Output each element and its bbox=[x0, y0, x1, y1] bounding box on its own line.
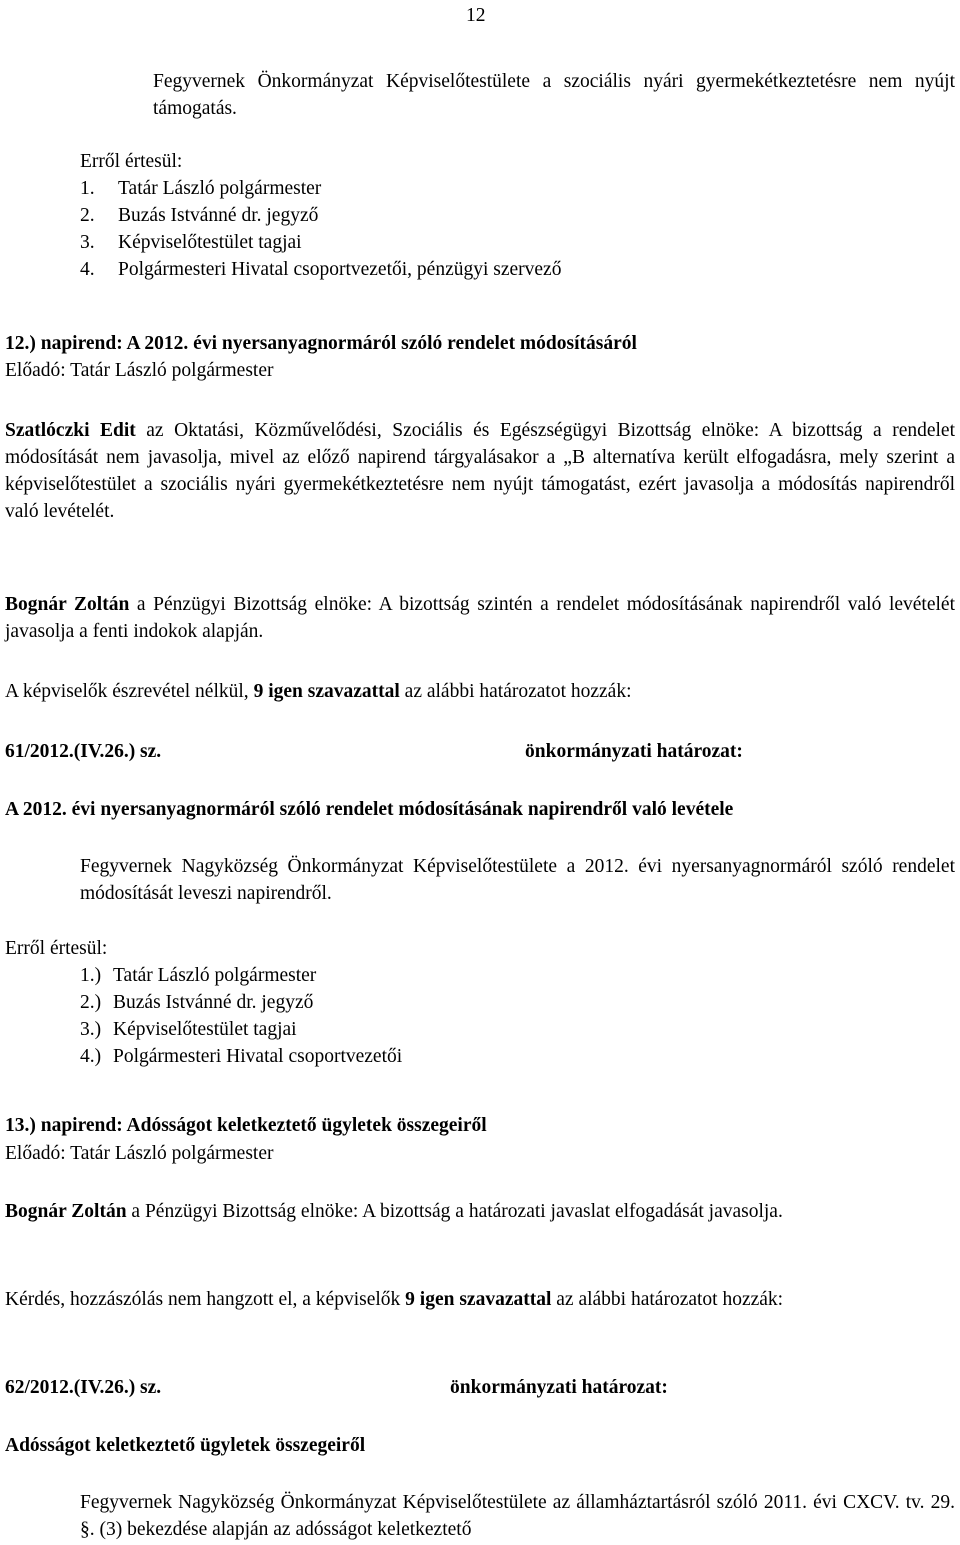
speaker-name: Szatlóczki Edit bbox=[5, 420, 136, 441]
agenda-12-vote: A képviselők észrevétel nélkül, 9 igen szavazattal az alábbi határozatot hozzák: bbox=[5, 681, 632, 702]
list-item: 4.) Polgármesteri Hivatal csoportvezetői bbox=[80, 1046, 403, 1067]
agenda-13-presenter: Előadó: Tatár László polgármester bbox=[5, 1143, 274, 1164]
agenda-13-vote: Kérdés, hozzászólás nem hangzott el, a képviselők 9 igen szavazattal az alábbi határozatot hozzák: bbox=[5, 1289, 784, 1310]
agenda-12-paragraph-2: Bognár Zoltán a Pénzügyi Bizottság elnöke: A bizottság szintén a rendelet módosításának napirendről való levételét javasolja a fenti indokok alapján. bbox=[5, 594, 955, 642]
agenda-12-paragraph-1: Szatlóczki Edit az Oktatási, Közművelődési, Szociális és Egészségügyi Bizottság elnöke: A bizottság a rendelet módosítását nem javasolja, mivel az előző napirend tárgyalásakor a „B alternatíva került elfogadásra, mely szerint a képviselőtestület a szociális nyári gyermekétkeztetésre nem nyújt támogatást, ezért javasolja a módosítás napirendről való levételét. bbox=[5, 420, 956, 522]
list-item: 2. Buzás Istvánné dr. jegyző bbox=[80, 205, 319, 226]
agenda-12-heading: 12.) napirend: A 2012. évi nyersanyagnormáról szóló rendelet módosításáról bbox=[5, 333, 637, 354]
agenda-12-presenter: Előadó: Tatár László polgármester bbox=[5, 360, 274, 381]
intro-paragraph: Fegyvernek Önkormányzat Képviselőtestülete a szociális nyári gyermekétkeztetésre nem nyújt támogatás. bbox=[153, 71, 955, 119]
notify-list-1 bbox=[80, 148, 561, 283]
list-item: 1.) Tatár László polgármester bbox=[80, 965, 317, 986]
list-item: 1. Tatár László polgármester bbox=[80, 178, 322, 199]
recipient-list bbox=[80, 962, 402, 1070]
notify-heading: Erről értesül: bbox=[80, 151, 183, 172]
notify-heading: Erről értesül: bbox=[5, 938, 108, 959]
list-item: 3.) Képviselőtestület tagjai bbox=[80, 1019, 297, 1040]
resolution-61-number: 61/2012.(IV.26.) sz. bbox=[5, 741, 162, 762]
page-number: 12 bbox=[466, 5, 486, 26]
speaker-name: Bognár Zoltán bbox=[5, 594, 130, 615]
notify-list-2 bbox=[5, 935, 402, 1070]
resolution-62-text: Fegyvernek Nagyközség Önkormányzat Képviselőtestülete az államháztartásról szóló 2011. évi CXCV. tv. 29. §. (3) bekezdése alapján az adósságot keletkeztető bbox=[80, 1492, 955, 1540]
resolution-61-text: Fegyvernek Nagyközség Önkormányzat Képviselőtestülete a 2012. évi nyersanyagnormáról szóló rendelet módosítását leveszi napirendről. bbox=[80, 856, 955, 904]
resolution-62-number: 62/2012.(IV.26.) sz. bbox=[5, 1377, 162, 1398]
resolution-62-title: Adósságot keletkeztető ügyletek összegeiről bbox=[5, 1435, 366, 1456]
list-item: 3. Képviselőtestület tagjai bbox=[80, 232, 302, 253]
agenda-13-heading: 13.) napirend: Adósságot keletkeztető ügyletek összegeiről bbox=[5, 1115, 487, 1136]
resolution-62-type: önkormányzati határozat: bbox=[450, 1377, 668, 1398]
list-item: 4. Polgármesteri Hivatal csoportvezetői, pénzügyi szervező bbox=[80, 259, 562, 280]
speaker-name: Bognár Zoltán bbox=[5, 1201, 127, 1222]
recipient-list bbox=[80, 175, 561, 283]
agenda-13-paragraph-1: Bognár Zoltán a Pénzügyi Bizottság elnöke: A bizottság a határozati javaslat elfogadását javasolja. bbox=[5, 1201, 783, 1222]
resolution-61-title: A 2012. évi nyersanyagnormáról szóló rendelet módosításának napirendről való levétele bbox=[5, 799, 734, 820]
list-item: 2.) Buzás Istvánné dr. jegyző bbox=[80, 992, 314, 1013]
resolution-61-type: önkormányzati határozat: bbox=[525, 741, 743, 762]
